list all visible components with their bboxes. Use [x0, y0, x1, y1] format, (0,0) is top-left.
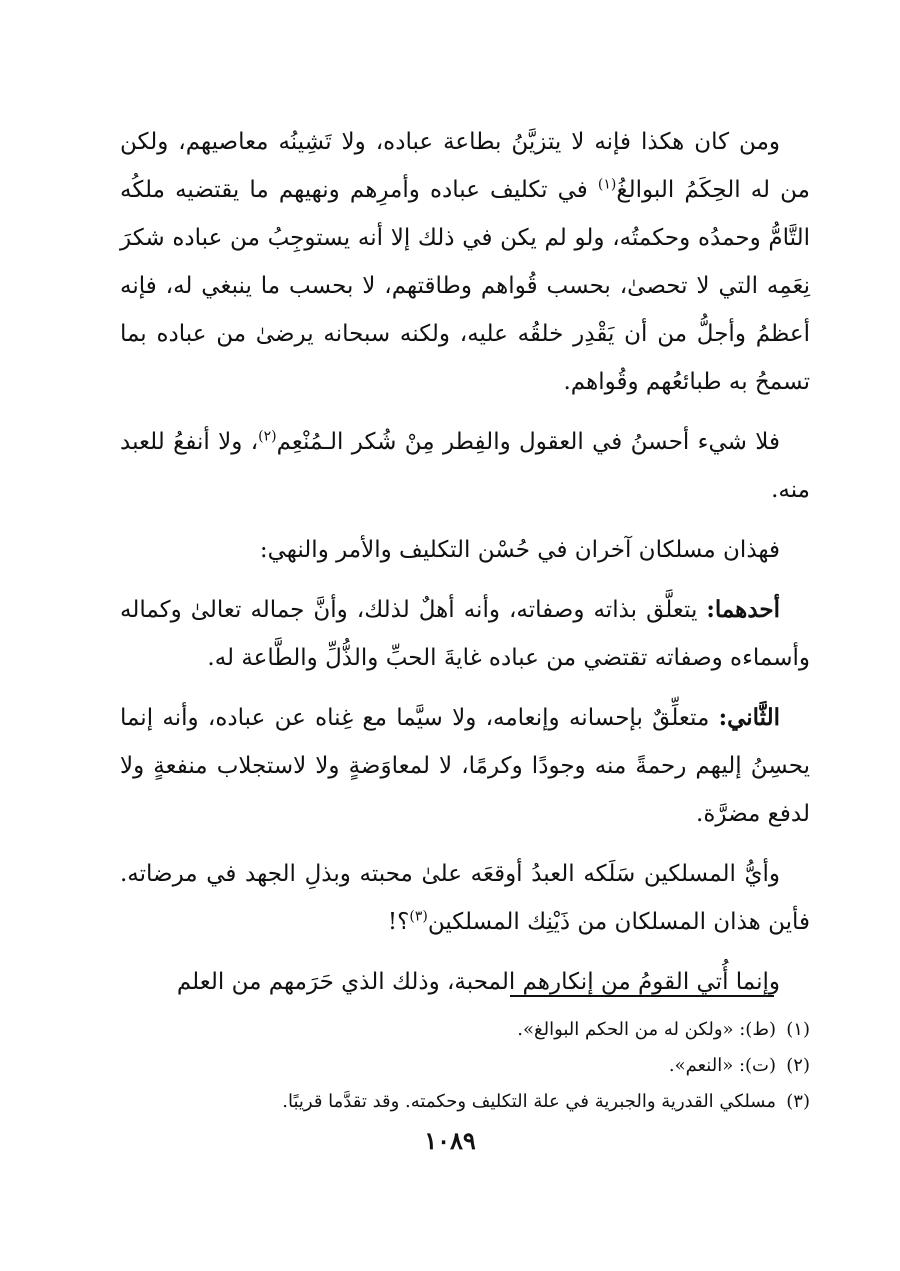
paragraph-6	[120, 850, 810, 946]
footnote-text: مسلكي القدرية والجبرية في علة التكليف وحكمته. وقد تقدَّما قريبًا.	[282, 1091, 776, 1112]
paragraph-text: متعلِّقٌ بإحسانه وإنعامه، ولا سيَّما مع غِناه عن عباده، وأنه إنما يحسِنُ إليهم رحمةً منه وجودًا وكرمًا، لا لمعاوَضةٍ ولا لاستجلاب منفعةٍ ولا لدفع مضرَّة.	[120, 705, 810, 827]
paragraph-text: فهذان مسلكان آخران في حُسْن التكليف والأمر والنهي:	[259, 537, 780, 563]
paragraph-text-cont: ؟!	[387, 909, 410, 935]
paragraph-text: يتعلَّق بذاته وصفاته، وأنه أهلٌ لذلك، وأنَّ جماله تعالىٰ وكماله وأسماءه وصفاته تقتضي من عباده غايةَ الحبِّ والذُّلِّ والطَّاعة له.	[120, 597, 810, 671]
paragraph-7	[120, 958, 810, 1006]
footnote-text: (ط): «ولكن له من الحكم البوالغ».	[517, 1019, 776, 1040]
paragraph-lead-second: الثَّاني:	[718, 704, 780, 731]
footnotes	[120, 1012, 810, 1120]
paragraph-text: ومن كان هكذا فإنه لا يتزيَّنُ بطاعة عباده، ولا تَشِينُه معاصيهم، ولكن من له الحِكَمُ البوالغُ	[120, 129, 810, 203]
paragraph-text: وإنما أُتي القومُ من إنكارهم المحبة، وذلك الذي حَرَمهم من العلم	[176, 969, 780, 995]
paragraph-text: وأيُّ المسلكين سَلَكه العبدُ أوقعَه علىٰ محبته وبذلِ الجهد في مرضاته. فأين هذان المسلكان من ذَيْنِك المسلكين	[120, 861, 810, 935]
paragraph-text: فلا شيء أحسنُ في العقول والفِطر مِنْ شُكر الـمُنْعِم	[276, 429, 781, 455]
footnote-text: (ت): «النعم».	[668, 1055, 776, 1076]
paragraph-text-cont: ، ولا أنفعُ للعبد منه.	[120, 429, 810, 503]
footnote-1	[120, 1012, 810, 1048]
main-text	[120, 118, 810, 1018]
footnote-marker-3: (٣)	[409, 908, 428, 925]
footnote-separator	[510, 995, 774, 997]
footnote-number: (٢)	[786, 1055, 810, 1076]
footnote-marker-2: (٢)	[258, 428, 277, 445]
paragraph-5	[120, 694, 810, 838]
footnote-number: (٣)	[786, 1091, 810, 1112]
footnote-2	[120, 1048, 810, 1084]
page-number: ١٠٨٩	[424, 1126, 476, 1155]
paragraph-3	[120, 526, 810, 574]
paragraph-2	[120, 418, 810, 514]
paragraph-1	[120, 118, 810, 406]
footnote-number: (١)	[786, 1019, 810, 1040]
paragraph-4	[120, 586, 810, 682]
paragraph-text-cont: في تكليف عباده وأمرِهم ونهيهم ما يقتضيه ملكُه التَّامُّ وحمدُه وحكمتُه، ولو لم يكن في ذلك إلا أنه يستوجِبُ من عباده شكرَ نِعَمِه التي لا تحصىٰ، بحسب قُواهم وطاقتهم، لا بحسب ما ينبغي له، فإنه أعظمُ وأجلُّ من أن يَقْدِر خلقُه عليه، ولكنه سبحانه يرضىٰ من عباده بما تسمحُ به طبائعُهم وقُواهم.	[120, 177, 810, 395]
footnote-marker-1: (١)	[597, 176, 617, 193]
paragraph-lead-first: أحدهما:	[706, 596, 780, 623]
footnote-3	[120, 1084, 810, 1120]
